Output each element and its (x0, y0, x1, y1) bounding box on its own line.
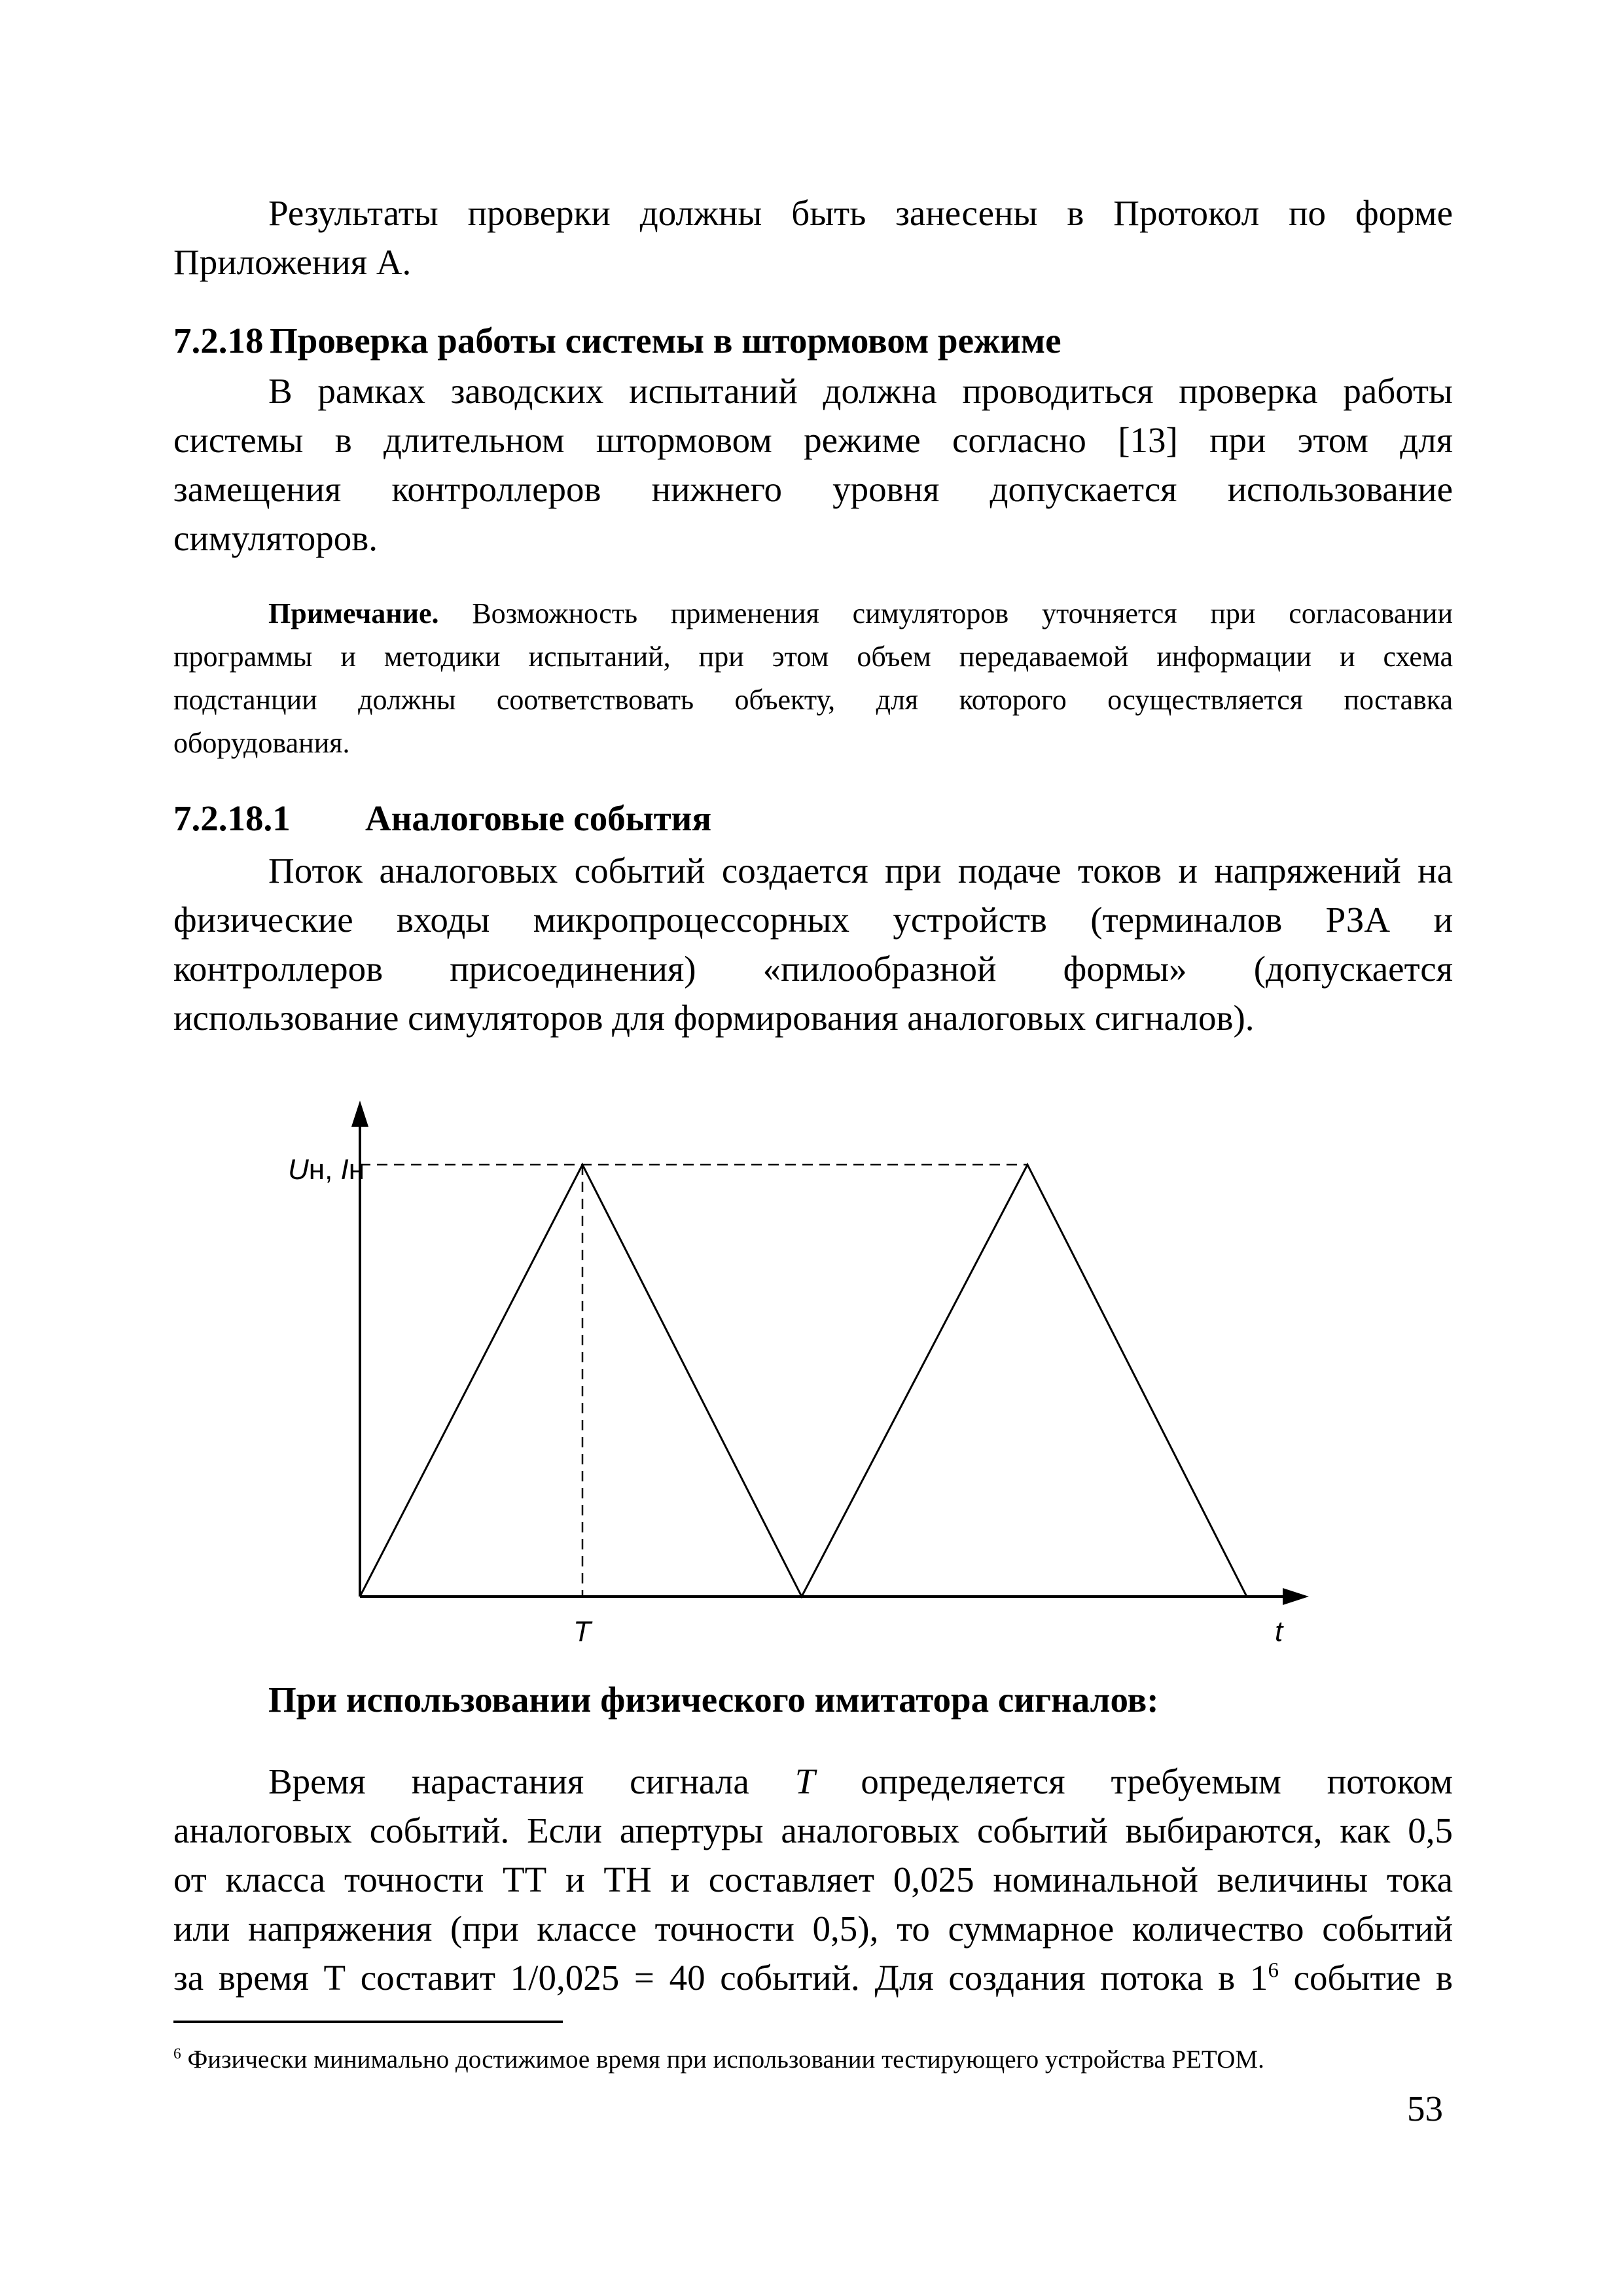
intro-line-2: Приложения А. (173, 242, 412, 282)
footnote-reference: 6 (1268, 1958, 1279, 1983)
section-7-2-18-line-3: замещения контроллеров нижнего уровня допускается использование (173, 469, 1453, 509)
physical-sim-line-5-a: за время Т составит 1/0,025 = 40 событий. Для создания потока в 1 (173, 1958, 1268, 1998)
section-7-2-18-1-line-2: физические входы микропроцессорных устройств (терминалов РЗА и (173, 900, 1453, 940)
y-label-i: I (340, 1154, 349, 1186)
y-label-i-sub: н (348, 1154, 365, 1186)
section-7-2-18-1-line-4: использование симуляторов для формирования аналоговых сигналов). (173, 998, 1255, 1038)
note-line-1 (173, 592, 1453, 635)
section-7-2-18-title: Проверка работы системы в штормовом режиме (270, 321, 1061, 361)
x-label-T: T (573, 1616, 591, 1648)
physical-sim-line-3: от класса точности ТТ и ТН и составляет 0,025 номинальной величины тока (173, 1860, 1453, 1899)
note-line-1-text: Возможность применения симуляторов уточняется при согласовании (438, 597, 1453, 629)
physical-sim-line-1-T: T (794, 1761, 815, 1801)
section-7-2-18-line-2: системы в длительном штормовом режиме согласно [13] при этом для (173, 420, 1453, 460)
physical-sim-heading: При использовании физического имитатора сигналов: (268, 1680, 1159, 1720)
y-axis-label (288, 1154, 365, 1186)
y-label-u-sub: н, (308, 1154, 341, 1186)
note-label: Примечание. (268, 597, 439, 629)
intro-line-1: Результаты проверки должны быть занесены в Протокол по форме (268, 193, 1453, 233)
note-line-4: оборудования. (173, 727, 350, 759)
x-axis-arrow (1283, 1588, 1309, 1605)
physical-sim-line-1-b: определяется требуемым потоком (815, 1761, 1453, 1801)
footnote-separator (173, 2021, 563, 2023)
section-7-2-18-line-4: симуляторов. (173, 518, 378, 558)
physical-sim-line-2: аналоговых событий. Если апертуры аналоговых событий выбираются, как 0,5 (173, 1810, 1453, 1850)
footnote-mark: 6 (173, 2045, 181, 2062)
physical-sim-line-1 (173, 1757, 1453, 1806)
y-axis-arrow (351, 1101, 368, 1127)
sawtooth-waveform (360, 1165, 1247, 1597)
note-line-3: подстанции должны соответствовать объекту, для которого осуществляется поставка (173, 684, 1453, 716)
sawtooth-signal-diagram (288, 1086, 1348, 1662)
physical-sim-line-5-b: событие в (1278, 1958, 1453, 1998)
x-label-t: t (1275, 1616, 1283, 1648)
section-7-2-18-1-title: Аналоговые события (365, 798, 712, 838)
physical-sim-line-1-a: Время нарастания сигнала (268, 1761, 795, 1801)
section-7-2-18-1-line-3: контроллеров присоединения) «пилообразной формы» (допускается (173, 949, 1453, 989)
footnote (173, 2041, 1264, 2078)
note-line-2: программы и методики испытаний, при этом объем передаваемой информации и схема (173, 641, 1453, 673)
footnote-text: Физически минимально достижимое время при использовании тестирующего устройства РЕТОМ. (181, 2045, 1264, 2074)
physical-sim-line-4: или напряжения (при классе точности 0,5), то суммарное количество событий (173, 1909, 1453, 1949)
section-7-2-18-1-line-1: Поток аналоговых событий создается при подаче токов и напряжений на (268, 851, 1453, 891)
physical-sim-line-5 (173, 1953, 1453, 2002)
page-number: 53 (1407, 2089, 1443, 2128)
section-7-2-18-1-number: 7.2.18.1 (173, 798, 291, 838)
section-7-2-18-number: 7.2.18 (173, 321, 264, 361)
section-7-2-18-line-1: В рамках заводских испытаний должна проводиться проверка работы (268, 371, 1453, 411)
y-label-u: U (288, 1154, 309, 1186)
